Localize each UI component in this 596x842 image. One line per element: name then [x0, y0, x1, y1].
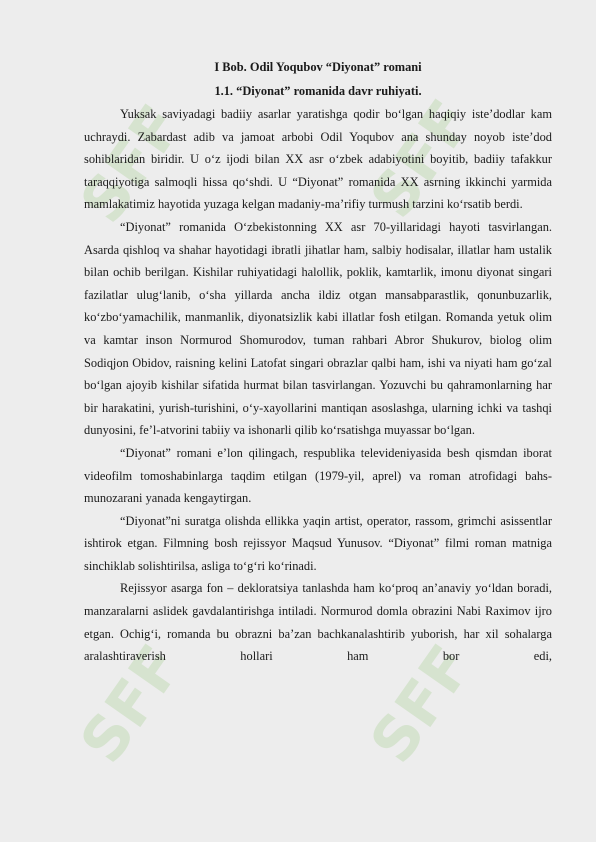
paragraph: Rejissyor asarga fon – dekloratsiya tanlashda ham ko‘proq an’anaviy yo‘ldan boradi, manzaralarni aslidek gavdalantirishga intiladi. Normurod domla obrazini Nabi Raximov ijro etgan. Ochig‘i, romanda bu obrazni ba’zan bachkanalashtirib yuborish, har xil sohalarga aralashtiraverish hollari ham bor edi,: [84, 581, 552, 664]
document-body: [84, 55, 552, 668]
paragraph: “Diyonat”ni suratga olishda ellikka yaqin artist, operator, rassom, grimchi asissentlar ishtirok etgan. Filmning bosh rejissyor Maqsud Yunusov. “Diyonat” filmi roman matniga sinchiklab solishtirilsa, asliga to‘g‘ri ko‘rinadi.: [84, 513, 552, 573]
paragraph: Yuksak saviyadagi badiiy asarlar yaratishga qodir bo‘lgan haqiqiy iste’dodlar kam uchraydi. Zabardast adib va jamoat arbobi Odil Yoqubov ana shunday noyob iste’dod sohiblaridan biridir. U o‘z ijodi bilan XX asr o‘zbek adabiyotini boyitib, badiiy tafakkur taraqqiyotiga salmoqli hissa qo‘shdi. U “Diyonat” romanida XX asrning ikkinchi yarmida mamlakatimiz hayotida yuzaga kelgan madaniy-ma’rifiy turmush tarzini ko‘rsatib berdi.: [84, 107, 552, 212]
section-title: 1.1. “Diyonat” romanida davr ruhiyati.: [214, 84, 422, 98]
svg-text:SFF: SFF: [70, 632, 197, 776]
svg-text:SFF: SFF: [360, 87, 487, 231]
paragraph: “Diyonat” romanida O‘zbekistonning XX asr 70-yillaridagi hayoti tasvirlangan. Asarda qishloq va shahar hayotidagi ibratli jihatlar ham, salbiy hodisalar, illatlar ham ustalik bilan ochib berilgan. Kishilar ruhiyatidagi halollik, poklik, kamtarlik, imonu diyonat singari fazilatlar ulug‘lanib, o‘sha yillarda ancha ildiz otgan mansabparastlik, qonunbuzarlik, ko‘zbo‘yamachilik, manmanlik, diyonatsizlik kabi illatlar fosh etilgan. Romanda yetuk olim va kamtar inson Normurod Shomurodov, tuman rahbari Abror Shukurov, biolog olim Sodiqjon Obidov, raisning kelini Latofat singari obrazlar qalbi ham, ishi va niyati ham go‘zal bo‘lgan ajoyib kishilar sifatida hurmat bilan tasvirlangan. Yozuvchi bu qahramonlarning har bir harakatini, yurish-turishini, o‘y-xayollarini mantiqan asoslashga, ularning ichki va tashqi dunyosini, fe’l-atvorini tabiiy va ishonarli qilib ko‘rsatishga muyassar bo‘lgan.: [84, 219, 552, 438]
paragraph: “Diyonat” romani e’lon qilingach, respublika televideniyasida besh qismdan iborat videofilm tomoshabinlarga taqdim etilgan (1979-yil, aprel) va roman atrofidagi bahs-munozarani yanada kengaytirgan.: [84, 445, 552, 506]
svg-text:SFF: SFF: [360, 632, 487, 776]
svg-text:SFF: SFF: [70, 92, 197, 236]
chapter-title: I Bob. Odil Yoqubov “Diyonat” romani: [214, 60, 422, 74]
